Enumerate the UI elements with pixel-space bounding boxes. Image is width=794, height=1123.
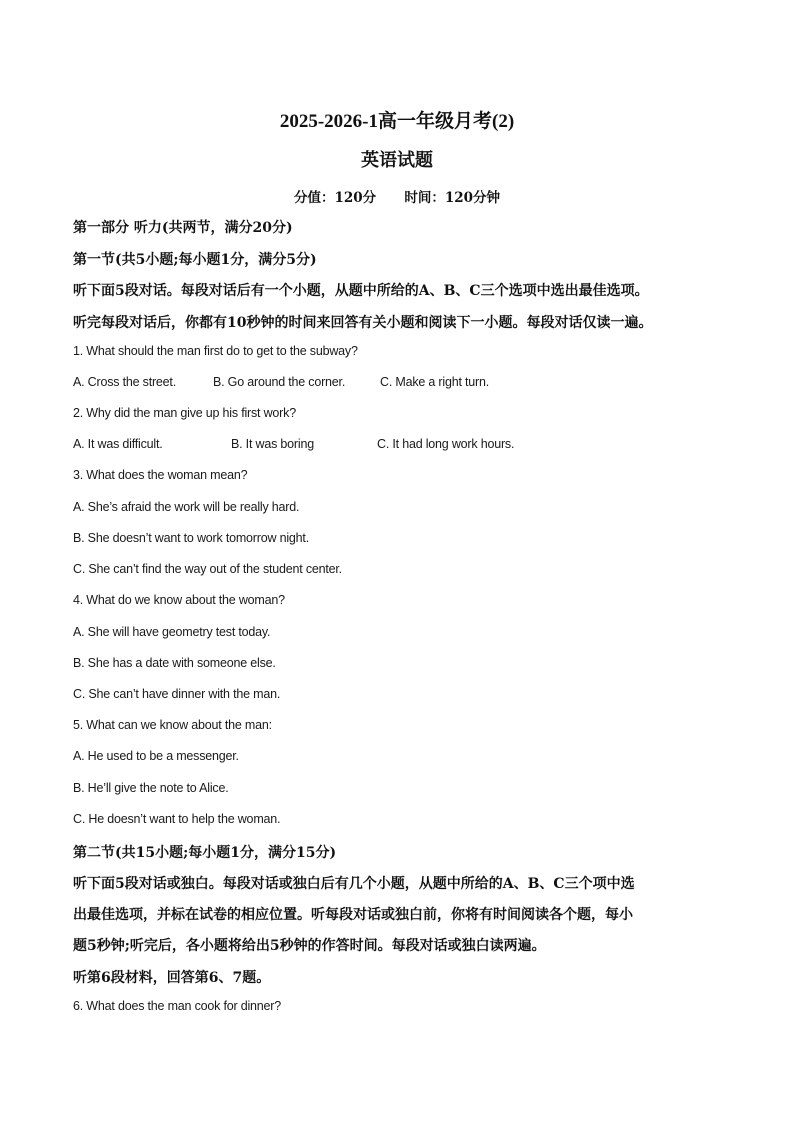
question-2-option-a: A. It was difficult.: [73, 437, 163, 451]
question-5-option-c: C. He doesn’t want to help the woman.: [73, 812, 281, 826]
question-3-option-b: B. She doesn’t want to work tomorrow night.: [73, 531, 309, 545]
question-4-option-c: C. She can’t have dinner with the man.: [73, 687, 281, 701]
question-1-option-a: A. Cross the street.: [73, 375, 176, 389]
section1-heading: 第一节(共5小题;每小题1分，满分5分): [73, 252, 317, 268]
question-4-option-a: A. She will have geometry test today.: [73, 625, 271, 639]
question-4-stem: 4. What do we know about the woman?: [73, 593, 285, 607]
question-2-stem: 2. Why did the man give up his first work?: [73, 406, 296, 420]
question-5-option-b: B. He’ll give the note to Alice.: [73, 781, 229, 795]
question-1-option-c: C. Make a right turn.: [380, 375, 490, 389]
section2-instruction-line1: 听下面5段对话或独白。每段对话或独白后有几个小题，从题中所给的A、B、C三个项中选: [73, 876, 635, 892]
section1-instruction-line2: 听完每段对话后，你都有10秒钟的时间来回答有关小题和阅读下一小题。每段对话仅读一遍。: [73, 315, 653, 331]
question-2-options: [73, 437, 514, 451]
question-3-option-a: A. She’s afraid the work will be really hard.: [73, 500, 300, 514]
question-1-options: [73, 375, 489, 389]
question-4-option-b: B. She has a date with someone else.: [73, 656, 276, 670]
material-6-heading: 听第6段材料，回答第6、7题。: [73, 970, 271, 986]
section2-instruction-line3: 题5秒钟;听完后，各小题将给出5秒钟的作答时间。每段对话或独白读两遍。: [73, 938, 546, 954]
part1-heading: 第一部分 听力(共两节，满分20分): [73, 220, 293, 236]
question-3-option-c: C. She can’t find the way out of the student center.: [73, 562, 342, 576]
question-2-option-b: B. It was boring: [231, 437, 314, 451]
question-3-stem: 3. What does the woman mean?: [73, 468, 248, 482]
question-2-option-c: C. It had long work hours.: [377, 437, 515, 451]
section1-instruction-line1: 听下面5段对话。每段对话后有一个小题，从题中所给的A、B、C三个选项中选出最佳选项。: [73, 283, 649, 299]
section2-heading: 第二节(共15小题;每小题1分，满分15分): [73, 845, 337, 861]
score-time-info: 分值：120分 时间：120分钟: [293, 190, 501, 206]
section2-instruction-line2: 出最佳选项，并标在试卷的相应位置。听每段对话或独白前，你将有时间阅读各个题，每小: [73, 907, 633, 923]
question-1-stem: 1. What should the man first do to get to the subway?: [73, 344, 358, 358]
question-5-option-a: A. He used to be a messenger.: [73, 749, 239, 763]
exam-title: 2025-2026-1高一年级月考(2): [279, 111, 515, 132]
question-6-stem: 6. What does the man cook for dinner?: [73, 999, 281, 1013]
question-5-stem: 5. What can we know about the man:: [73, 718, 272, 732]
question-1-option-b: B. Go around the corner.: [213, 375, 346, 389]
exam-subject: 英语试题: [361, 150, 433, 171]
